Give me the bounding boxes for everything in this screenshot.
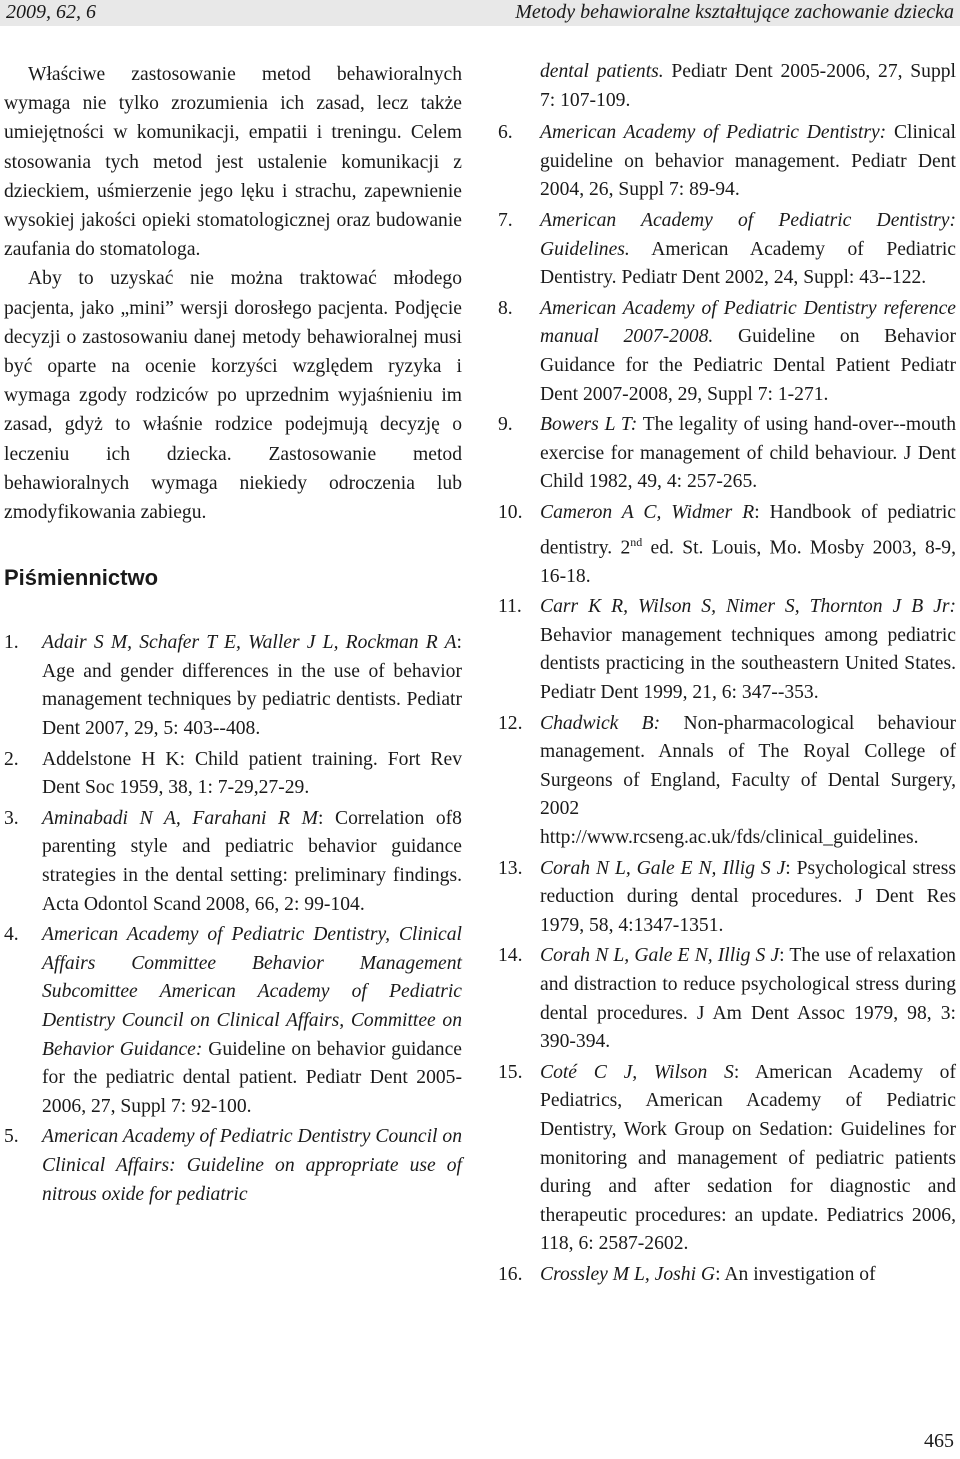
reference-authors: Bowers L T:: [540, 414, 638, 436]
reference-authors: American Academy of Pediatric Dentistry:: [540, 122, 887, 144]
reference-item: [498, 710, 956, 853]
reference-number: 9.: [498, 414, 513, 436]
reference-details: The use of relaxation and distraction to reduce psychological stress during dental procedures. J Am Dent Assoc 1979, 98, 3: 390-394.: [540, 945, 956, 1053]
reference-number: 8.: [498, 297, 513, 319]
reference-item: [498, 593, 956, 707]
reference-continuation-italic: dental patients.: [540, 61, 664, 82]
reference-list: [4, 629, 462, 1209]
reference-authors: Crossley M L, Joshi G: [540, 1263, 716, 1285]
running-header: [0, 0, 960, 26]
reference-item: [498, 207, 956, 293]
reference-details: Behavior management techniques among pediatric dentists practicing in the southeastern United States. Pediatr Dent 1999, 21, 6: 347--353.: [540, 624, 956, 703]
reference-number: 7.: [498, 209, 513, 231]
reference-number: 12.: [498, 712, 523, 734]
reference-details: Addelstone H K: Child patient training. Fort Rev Dent Soc 1959, 38, 1: 7-29,27-29.: [42, 748, 462, 799]
reference-list: [498, 119, 956, 1289]
reference-item: [498, 855, 956, 941]
reference-authors: American Academy of Pediatric Dentistry, Clinical Affairs Committee Behavior Management Subcomittee American Academy of Pediatric Dentistry Council on Clinical Affairs, Committee on Behavior Guidance:: [42, 924, 462, 1060]
reference-details: Guideline on behavior guidance for the pediatric dental patient. Pediatr Dent 2005-2006, 27, Suppl 7: 92-100.: [42, 1038, 462, 1117]
reference-number: 15.: [498, 1061, 523, 1083]
reference-number: 14.: [498, 945, 523, 967]
reference-details: American Academy of Pediatrics, American Academy of Pediatric Dentistry, Work Group on Sedation: Guidelines for monitoring and management of pediatric patients during and after sedation for diagnostic and therapeutic procedures: an update. Pediatrics 2006, 118, 6: 2587-2602.: [540, 1061, 956, 1255]
reference-number: 6.: [498, 122, 513, 144]
body-paragraph: Aby to uzyskać nie można traktować młodego pacjenta, jako „mini” wersji dorosłego pacjenta. Podjęcie decyzji o zastosowaniu danej metody behawioralnej musi być oparte na ocenie korzyści względem ryzyka i wymaga zgody rodziców po uprzednim wyjaśnieniu im zasad, gdyż to właśnie rodzice podejmują decyzję o leczeniu ich dziecka. Zastosowanie metod behawioralnych wymaga niekiedy odroczenia lub zmodyfikowania zabiegu.: [4, 268, 462, 524]
reference-number: 16.: [498, 1263, 523, 1285]
reference-text: Corah N L, Gale E N, Illig S J: The use of relaxation and distraction to reduce psychological stress during dental procedures. J Am Dent Assoc 1979, 98, 3: 390-394.: [540, 945, 956, 1053]
reference-authors: Adair S M, Schafer T E, Waller J L, Rockman R A: [42, 632, 457, 654]
reference-details: The legality of using hand-over--mouth exercise for management of child behaviour. J Dent Child 1982, 49, 4: 257-265.: [540, 414, 957, 493]
reference-text: [42, 1123, 462, 1209]
body-paragraph: Właściwe zastosowanie metod behawioralnych wymaga nie tylko zrozumienia ich zasad, lecz także umiejętności w komunikacji, empatii i treningu. Celem stosowania tych metod jest ustalenie komunikacji z dzieckiem, uśmierzenie jego lęku i strachu, zapewnienie wysokiej jakości opieki stomatologicznej oraz budowanie zaufania do stomatologa.: [4, 64, 462, 261]
left-column: [4, 60, 462, 1211]
reference-text: [42, 746, 462, 803]
reference-text: Corah N L, Gale E N, Illig S J: Psychological stress reduction during dental procedures. J Dent Res 1979, 58, 4:1347-1351.: [540, 857, 957, 936]
reference-number: 13.: [498, 857, 523, 879]
reference-number: 2.: [4, 748, 19, 770]
reference-number: 10.: [498, 501, 523, 523]
reference-item: [498, 1261, 956, 1290]
reference-continuation-text: Pediatr Dent 2005-2006, 27, Suppl 7: 107-109.: [540, 61, 956, 111]
reference-number: 1.: [4, 632, 19, 654]
reference-details: American Academy of Pediatric Dentistry. Pediatr Dent 2002, 24, Suppl: 43--122.: [540, 238, 956, 289]
reference-item: [4, 921, 462, 1121]
reference-details: An investigation of: [724, 1263, 876, 1285]
reference-superscript: nd: [630, 534, 643, 549]
right-column: [498, 58, 956, 1291]
reference-text: [540, 119, 956, 205]
reference-details: Correlation of8 parenting style and pediatric behavior guidance strategies in the dental setting: preliminary findings. Acta Odontol Scand 2008, 66, 2: 99-104.: [42, 807, 462, 915]
reference-text: [540, 710, 956, 853]
reference-authors: American Academy of Pediatric Dentistry Council on Clinical Affairs: Guideline on appropriate use of nitrous oxide for pediatric: [42, 1126, 462, 1205]
reference-item: [4, 746, 462, 803]
reference-details: ed. St. Louis, Mo. Mosby 2003, 8-9, 16-18.: [540, 537, 956, 587]
reference-text: Adair S M, Schafer T E, Waller J L, Rockman R A: Age and gender differences in the use of behavior management techniques by pediatric dentists. Pediatr Dent 2007, 29, 5: 403--408.: [42, 632, 462, 740]
reference-number: 4.: [4, 924, 19, 946]
reference-authors: Coté C J, Wilson S: [540, 1061, 734, 1083]
reference-number: 5.: [4, 1126, 19, 1148]
reference-authors: American Academy of Pediatric Dentistry reference manual 2007-2008.: [540, 297, 956, 348]
article-running-title: Metody behawioralne kształtujące zachowanie dziecka: [515, 1, 954, 23]
reference-text: [540, 411, 956, 497]
reference-text: [42, 921, 462, 1121]
reference-item: [498, 119, 956, 205]
reference-authors: Corah N L, Gale E N, Illig S J: [540, 857, 786, 879]
reference-details: Guideline on Behavior Guidance for the Pediatric Dental Patient Pediatr Dent 2007-2008, 29, Suppl 7: 1-271.: [540, 326, 956, 405]
reference-text: [540, 295, 956, 409]
reference-text: Coté C J, Wilson S: American Academy of Pediatrics, American Academy of Pediatric Dentistry, Work Group on Sedation: Guidelines for monitoring and management of pediatric patients during and after sedation for diagnostic and therapeutic procedures: an update. Pediatrics 2006, 118, 6: 2587-2602.: [540, 1061, 956, 1255]
reference-details: Clinical guideline on behavior management. Pediatr Dent 2004, 26, Suppl 7: 89-94.: [540, 122, 956, 201]
reference-item: [498, 942, 956, 1056]
reference-item: [498, 295, 956, 409]
reference-details: Non-pharmacological behaviour management. Annals of The Royal College of Surgeons of England, Faculty of Dental Surgery, 2002 http://www.rcseng.ac.uk/fds/clinical_guidelines.: [540, 712, 957, 848]
reference-authors: Carr K R, Wilson S, Nimer S, Thornton J B Jr:: [540, 596, 956, 618]
reference-details: Age and gender differences in the use of behavior management techniques by pediatric dentists. Pediatr Dent 2007, 29, 5: 403--408.: [42, 660, 462, 740]
reference-item: [498, 499, 956, 591]
reference-authors: American Academy of Pediatric Dentistry: Guidelines.: [540, 209, 956, 260]
reference-text: Cameron A C, Widmer R: Handbook of pediatric dentistry. 2nd ed. St. Louis, Mo. Mosby 2003, 8-9, 16-18.: [540, 501, 956, 587]
reference-details: Handbook of pediatric dentistry. 2: [540, 501, 956, 559]
reference-item: [498, 1059, 956, 1259]
references-heading: Piśmiennictwo: [4, 565, 159, 591]
reference-details: Psychological stress reduction during dental procedures. J Dent Res 1979, 58, 4:1347-1351.: [540, 857, 957, 936]
reference-text: Crossley M L, Joshi G: An investigation of: [540, 1263, 876, 1285]
reference-text: [540, 593, 956, 707]
journal-citation: 2009, 62, 6: [6, 1, 96, 23]
reference-authors: Chadwick B:: [540, 712, 661, 734]
reference-authors: Corah N L, Gale E N, Illig S J: [540, 945, 780, 967]
page-number: 465: [924, 1430, 954, 1452]
reference-continuation: [498, 58, 956, 115]
reference-authors: Aminabadi N A, Farahani R M: [42, 807, 318, 829]
reference-number: 11.: [498, 596, 522, 618]
reference-number: 3.: [4, 807, 19, 829]
reference-item: [4, 629, 462, 743]
reference-text: Aminabadi N A, Farahani R M: Correlation of8 parenting style and pediatric behavior guidance strategies in the dental setting: preliminary findings. Acta Odontol Scand 2008, 66, 2: 99-104.: [42, 807, 462, 915]
reference-authors: Cameron A C, Widmer R: [540, 501, 755, 523]
reference-text: [540, 207, 956, 293]
reference-item: [4, 805, 462, 919]
reference-item: [4, 1123, 462, 1209]
reference-item: [498, 411, 956, 497]
